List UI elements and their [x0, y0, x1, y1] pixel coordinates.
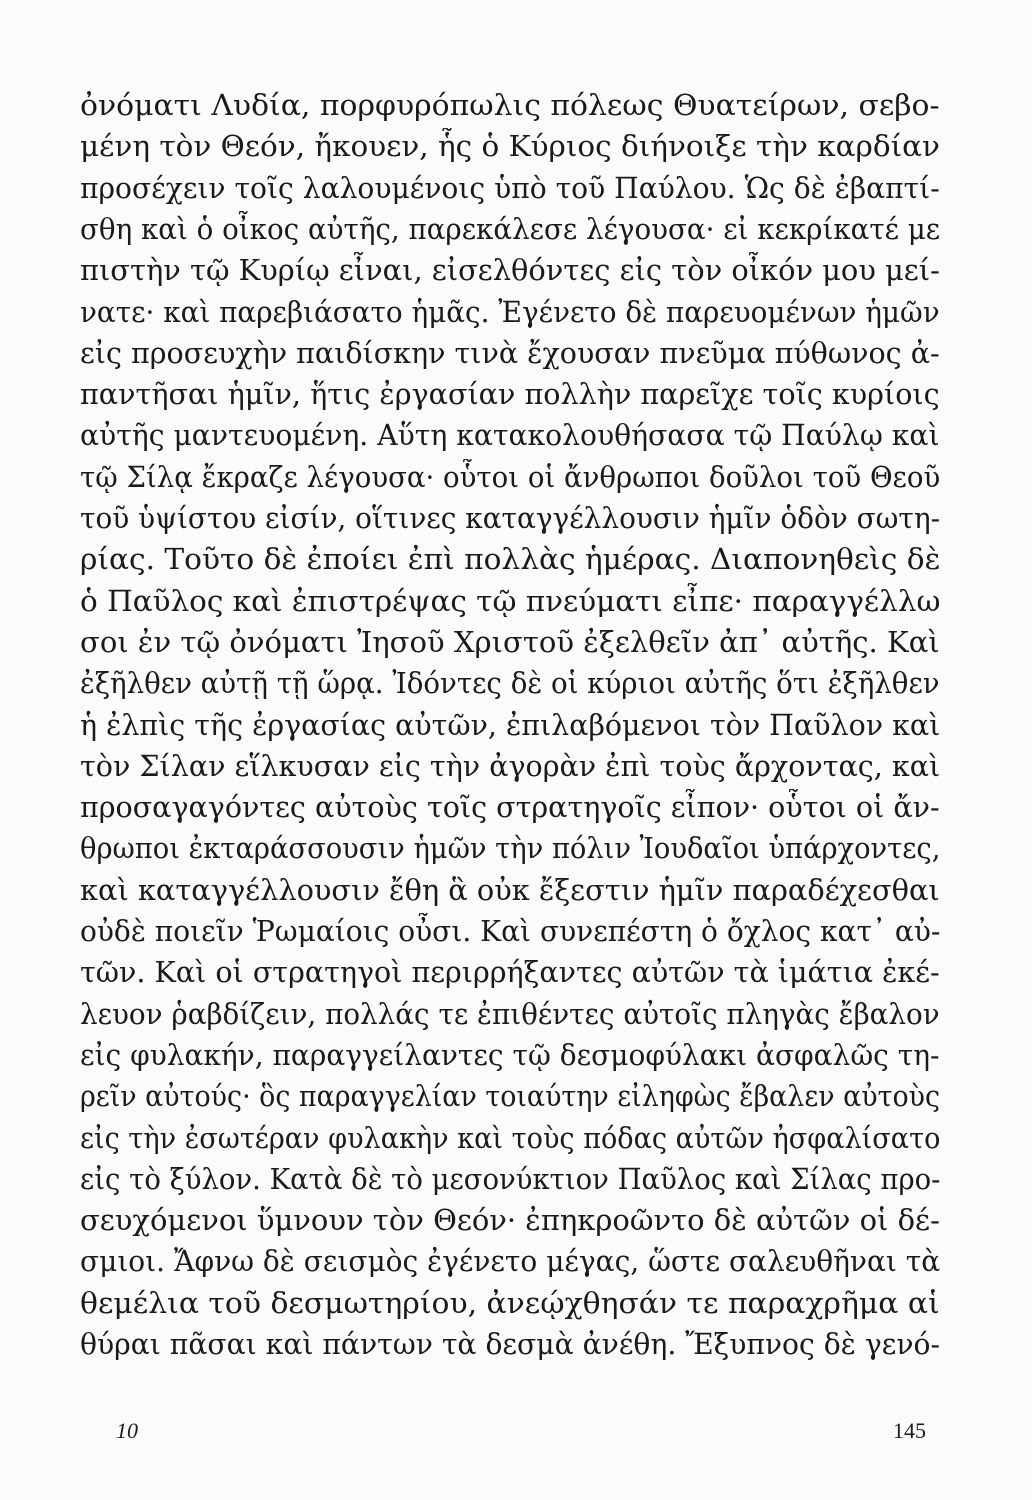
text-line: παντῆσαι ἡμῖν, ἥτις ἐργασίαν πολλὴν παρεῖχε τοῖς κυρίοις [80, 378, 940, 412]
text-line: οὐδὲ ποιεῖν Ῥωμαίοις οὖσι. Καὶ συνεπέστη ὁ ὄχλος κατ᾿ αὐ- [80, 915, 941, 948]
text-line: εἰς φυλακήν, παραγγείλαντες τῷ δεσμοφύλακι ἀσφαλῶς τη- [80, 1038, 940, 1072]
text-line: ὁ Παῦλος καὶ ἐπιστρέψας τῷ πνεύματι εἶπε· παραγγέλλω [80, 584, 941, 618]
signature-mark: 10 [116, 1418, 138, 1443]
text-line: μένη τὸν Θεόν, ἤκουεν, ἧς ὁ Κύριος διήνοιξε τὴν καρδίαν [80, 130, 940, 164]
text-line: ἡ ἐλπὶς τῆς ἐργασίας αὐτῶν, ἐπιλαβόμενοι τὸν Παῦλον καὶ [80, 708, 941, 742]
text-line: τῷ Σίλᾳ ἔκραζε λέγουσα· οὗτοι οἱ ἄνθρωποι δοῦλοι τοῦ Θεοῦ [80, 460, 941, 494]
text-line: ἐξῆλθεν αὐτῇ τῇ ὥρᾳ. Ἰδόντες δὲ οἱ κύριοι αὐτῆς ὅτι ἐξῆλθεν [80, 667, 940, 701]
text-line: τοῦ ὑψίστου εἰσίν, οἵτινες καταγγέλλουσιν ἡμῖν ὁδὸν σωτη- [80, 502, 941, 535]
text-line: εἰς τὸ ξύλον. Κατὰ δὲ τὸ μεσονύκτιον Παῦλος καὶ Σίλας προ- [80, 1162, 941, 1196]
text-line: ρεῖν αὐτούς· ὃς παραγγελίαν τοιαύτην εἰληφὼς ἔβαλεν αὐτοὺς [80, 1080, 941, 1114]
text-line: τὸν Σίλαν εἵλκυσαν εἰς τὴν ἀγορὰν ἐπὶ τοὺς ἄρχοντας, καὶ [80, 749, 941, 783]
text-line: καὶ καταγγέλλουσιν ἔθη ἃ οὐκ ἔξεστιν ἡμῖν παραδέχεσθαι [80, 873, 940, 907]
text-line: εἰς προσευχὴν παιδίσκην τινὰ ἔχουσαν πνεῦμα πύθωνος ἀ- [80, 336, 940, 370]
text-line: λευον ῥαβδίζειν, πολλάς τε ἐπιθέντες αὐτοῖς πληγὰς ἔβαλον [80, 997, 940, 1031]
page-number: 145 [893, 1418, 926, 1443]
text-line: τῶν. Καὶ οἱ στρατηγοὶ περιρρήξαντες αὐτῶν τὰ ἱμάτια ἐκέ- [80, 956, 940, 990]
text-line: θρωποι ἐκταράσσουσιν ἡμῶν τὴν πόλιν Ἰουδαῖοι ὑπάρχοντες, [80, 832, 941, 866]
text-line: θύραι πᾶσαι καὶ πάντων τὰ δεσμὰ ἀνέθη. Ἔξυπνος δὲ γενό- [80, 1328, 940, 1361]
text-line: ρίας. Τοῦτο δὲ ἐποίει ἐπὶ πολλὰς ἡμέρας. Διαπονηθεὶς δὲ [80, 543, 941, 577]
text-line: αὐτῆς μαντευομένη. Αὕτη κατακολουθήσασα τῷ Παύλῳ καὶ [80, 419, 940, 453]
text-line: εἰς τὴν ἐσωτέραν φυλακὴν καὶ τοὺς πόδας αὐτῶν ἠσφαλίσατο [80, 1121, 941, 1155]
text-line: θεμέλια τοῦ δεσμωτηρίου, ἀνεῴχθησάν τε παραχρῆμα αἱ [80, 1286, 940, 1320]
text-line: προσαγαγόντες αὐτοὺς τοῖς στρατηγοῖς εἶπον· οὗτοι οἱ ἄν- [80, 791, 940, 825]
text-line: προσέχειν τοῖς λαλουμένοις ὑπὸ τοῦ Παύλου. Ὡς δὲ ἐβαπτί- [80, 171, 940, 205]
text-line: σθη καὶ ὁ οἶκος αὐτῆς, παρεκάλεσε λέγουσα· εἰ κεκρίκατέ με [80, 212, 941, 246]
text-line: ὀνόματι Λυδία, πορφυρόπωλις πόλεως Θυατείρων, σεβο- [80, 89, 940, 122]
text-line: σευχόμενοι ὕμνουν τὸν Θεόν· ἐπηκροῶντο δὲ αὐτῶν οἱ δέ- [80, 1204, 940, 1238]
text-line: σοι ἐν τῷ ὀνόματι Ἰησοῦ Χριστοῦ ἐξελθεῖν ἀπ᾿ αὐτῆς. Καὶ [80, 625, 940, 659]
text-line: νατε· καὶ παρεβιάσατο ἡμᾶς. Ἐγένετο δὲ παρευομένων ἡμῶν [80, 295, 940, 329]
text-line: πιστὴν τῷ Κυρίῳ εἶναι, εἰσελθόντες εἰς τὸν οἶκόν μου μεί- [80, 254, 940, 288]
text-line: σμιοι. Ἄφνω δὲ σεισμὸς ἐγένετο μέγας, ὥστε σαλευθῆναι τὰ [80, 1245, 941, 1279]
